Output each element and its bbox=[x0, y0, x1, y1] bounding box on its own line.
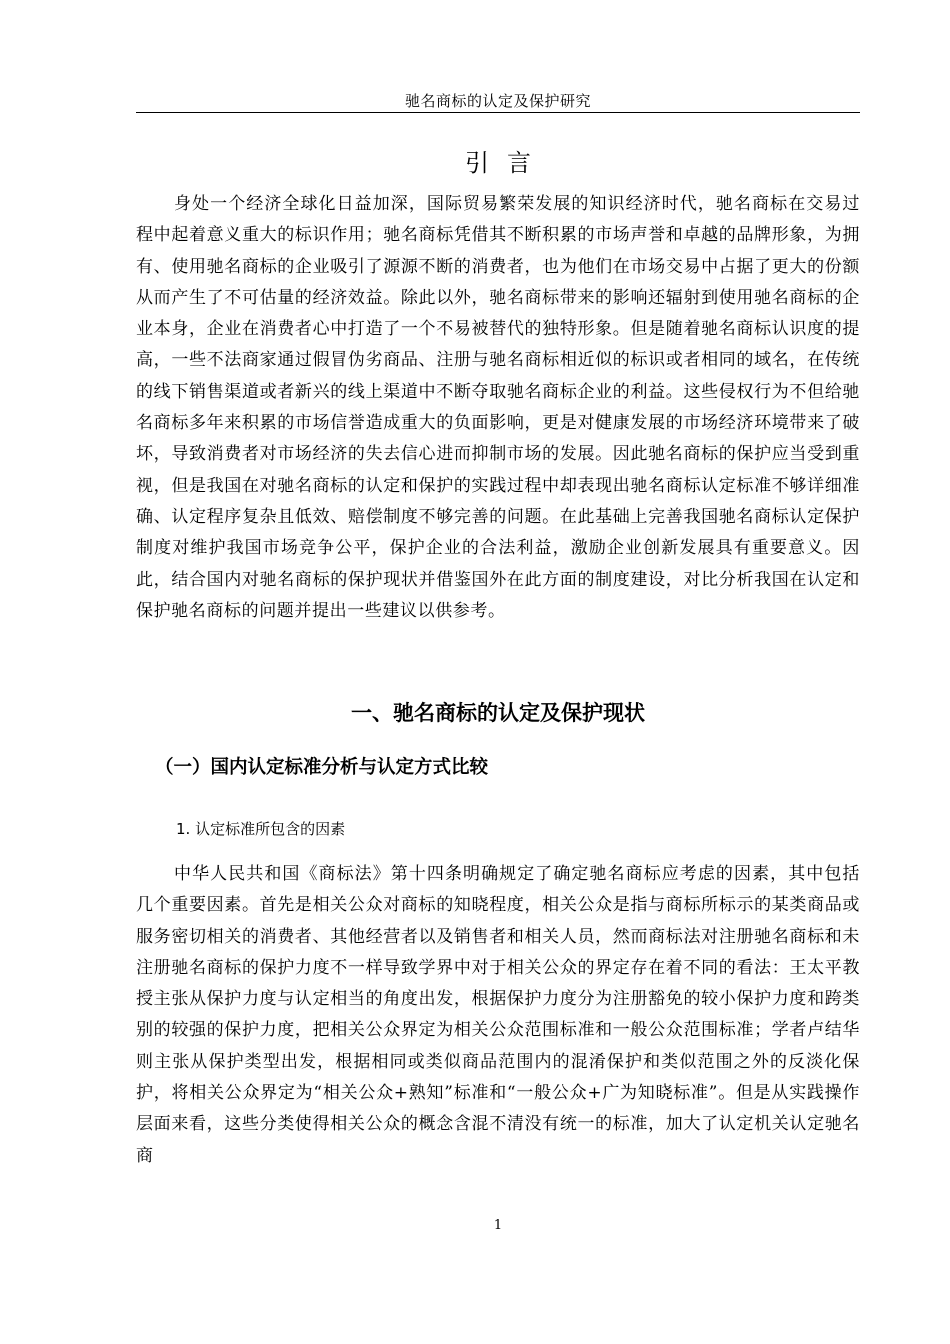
body-paragraph: 中华人民共和国《商标法》第十四条明确规定了确定驰名商标应考虑的因素，其中包括几个重要因素。首先是相关公众对商标的知晓程度，相关公众是指与商标所标示的某类商品或服务密切相关的消费者、其他经营者以及销售者和相关人员，然而商标法对注册驰名商标和未注册驰名商标的保护力度不一样导致学界中对于相关公众的界定存在着不同的看法：王太平教授主张从保护力度与认定相当的角度出发，根据保护力度分为注册豁免的较小保护力度和跨类别的较强的保护力度，把相关公众界定为相关公众范围标准和一般公众范围标准；学者卢结华则主张从保护类型出发，根据相同或类似商品范围内的混淆保护和类似范围之外的反淡化保护，将相关公众界定为“相关公众+熟知”标准和“一般公众+广为知晓标准”。但是从实践操作层面来看，这些分类使得相关公众的概念含混不清没有统一的标准，加大了认定机关认定驰名商 bbox=[136, 864, 860, 1166]
introduction-paragraph: 身处一个经济全球化日益加深，国际贸易繁荣发展的知识经济时代，驰名商标在交易过程中起着意义重大的标识作用；驰名商标凭借其不断积累的市场声誉和卓越的品牌形象，为拥有、使用驰名商标的企业吸引了源源不断的消费者，也为他们在市场交易中占据了更大的份额从而产生了不可估量的经济效益。除此以外，驰名商标带来的影响还辐射到使用驰名商标的企业本身，企业在消费者心中打造了一个不易被替代的独特形象。但是随着驰名商标认识度的提高，一些不法商家通过假冒伪劣商品、注册与驰名商标相近似的标识或者相同的域名，在传统的线下销售渠道或者新兴的线上渠道中不断夺取驰名商标企业的利益。这些侵权行为不但给驰名商标多年来积累的市场信誉造成重大的负面影响，更是对健康发展的市场经济环境带来了破坏，导致消费者对市场经济的失去信心进而抑制市场的发展。因此驰名商标的保护应当受到重视，但是我国在对驰名商标的认定和保护的实践过程中却表现出驰名商标认定标准不够详细准确、认定程序复杂且低效、赔偿制度不够完善的问题。在此基础上完善我国驰名商标认定保护制度对维护我国市场竞争公平，保护企业的合法利益，激励企业创新发展具有重要意义。因此，结合国内对驰名商标的保护现状并借鉴国外在此方面的制度建设，对比分析我国在认定和保护驰名商标的问题并提出一些建议以供参考。 bbox=[136, 194, 860, 621]
running-header: 驰名商标的认定及保护研究 bbox=[404, 92, 591, 110]
subsection-heading: （一）国内认定标准分析与认定方式比较 bbox=[155, 757, 489, 778]
page-number: 1 bbox=[493, 1218, 503, 1233]
introduction-title: 引言 bbox=[465, 149, 549, 177]
header-divider bbox=[136, 112, 860, 113]
section-heading: 一、驰名商标的认定及保护现状 bbox=[351, 701, 645, 725]
item-heading: 1. 认定标准所包含的因素 bbox=[176, 820, 346, 838]
